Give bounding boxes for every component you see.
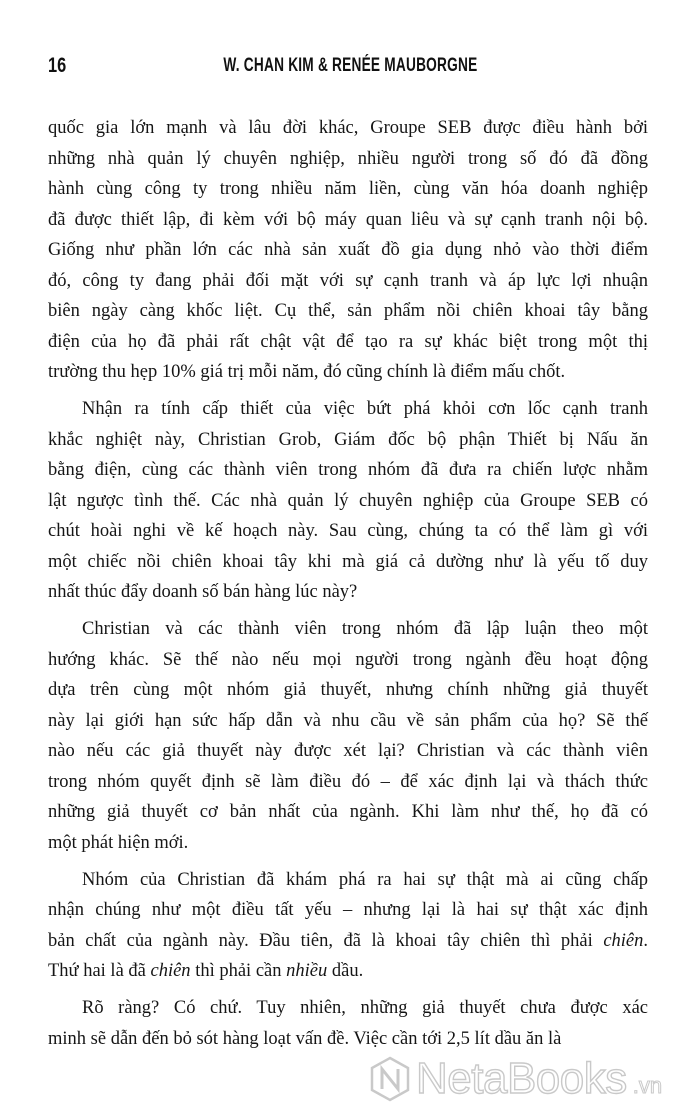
- line-text: những giả thuyết cơ bản nhất của ngành. Khi làm như thế, họ đã có: [48, 802, 648, 822]
- line-text: Nhận ra tính cấp thiết của việc bứt phá khỏi cơn lốc cạnh tranh: [82, 399, 648, 419]
- text-line: [48, 425, 648, 456]
- text-line: [48, 486, 648, 517]
- text-line: [48, 296, 648, 327]
- text-line: [48, 767, 648, 798]
- line-text: Christian và các thành viên trong nhóm đã lập luận theo một: [82, 619, 648, 639]
- running-head-text: W. CHAN KIM & RENÉE MAUBORGNE: [222, 55, 478, 76]
- body-text: [48, 113, 648, 1061]
- line-text: Thứ hai là đã: [48, 961, 151, 981]
- line-text: Nhóm của Christian đã khám phá ra hai sự thật mà ai cũng chấp: [82, 869, 648, 890]
- text-line: [48, 174, 648, 205]
- line-text: hành cùng công ty trong nhiều năm liền, cùng văn hóa doanh nghiệp: [48, 179, 648, 199]
- line-text: khắc nghiệt này, Christian Grob, Giám đốc bộ phận Thiết bị Nấu ăn: [48, 429, 648, 450]
- emphasis-text: chiên: [603, 930, 644, 951]
- running-head: [0, 55, 700, 77]
- line-text: những nhà quản lý chuyên nghiệp, nhiều người trong số đó đã đồng: [48, 148, 648, 169]
- text-line: [48, 675, 648, 706]
- line-text: nhận chúng như một điều tất yếu – nhưng lại là hai sự thật xác định: [48, 900, 648, 920]
- line-text: thì phải cần: [190, 961, 287, 981]
- watermark: [370, 1050, 662, 1108]
- line-text: dựa trên cùng một nhóm giả thuyết, nhưng chính những giả thuyết: [48, 680, 648, 700]
- text-line: [48, 645, 648, 676]
- paragraph: [48, 113, 648, 388]
- line-text: trường thu hẹp 10% giá trị mỗi năm, đó cũng chính là điểm mấu chốt.: [48, 362, 566, 382]
- line-text: nào nếu các giả thuyết này được xét lại? Christian và các thành viên: [48, 741, 648, 761]
- text-line: [48, 895, 648, 926]
- emphasis-text: nhiều: [286, 961, 328, 981]
- line-text: nhất thúc đẩy doanh số bán hàng lúc này?: [48, 582, 358, 602]
- line-text: bằng điện, cùng các thành viên trong nhóm đã đưa ra chiến lược nhằm: [48, 460, 648, 480]
- paragraph: [48, 865, 648, 987]
- line-text: đã được thiết lập, đi kèm với bộ máy quan liêu và sự cạnh tranh nội bộ.: [48, 209, 648, 230]
- line-text: Rõ ràng? Có chứ. Tuy nhiên, những giả thuyết chưa được xác: [82, 998, 648, 1018]
- line-text: dầu.: [327, 961, 364, 981]
- text-line: [48, 266, 648, 297]
- text-line: [48, 205, 648, 236]
- line-text: biên ngày càng khốc liệt. Cụ thể, sản phẩm nồi chiên khoai tây bằng: [48, 301, 648, 321]
- line-text: chút hoài nghi về kế hoạch này. Sau cùng, chúng ta có thể làm gì với: [48, 521, 648, 541]
- emphasis-text: chiên: [150, 961, 191, 981]
- page-number: 16: [48, 54, 67, 77]
- line-text: Giống như phần lớn các nhà sản xuất đồ gia dụng nhỏ vào thời điểm: [48, 240, 648, 260]
- line-text: .: [643, 930, 648, 951]
- text-line: [48, 455, 648, 486]
- text-line: [48, 614, 648, 645]
- text-line: [48, 993, 648, 1024]
- text-line: [48, 394, 648, 425]
- line-text: đó, công ty đang phải đối mặt với sự cạnh tranh và áp lực lợi nhuận: [48, 270, 648, 291]
- line-text: lật ngược tình thế. Các nhà quản lý chuyên nghiệp của Groupe SEB có: [48, 490, 648, 511]
- line-text: trong nhóm quyết định sẽ làm điều đó – để xác định lại và thách thức: [48, 771, 648, 792]
- text-line: [48, 357, 648, 388]
- text-line: [48, 547, 648, 578]
- watermark-suffix: .vn: [632, 1073, 663, 1098]
- line-text: điện của họ đã phải rất chật vật để tạo ra sự khác biệt trong một thị: [48, 331, 648, 352]
- paragraph: [48, 993, 648, 1054]
- text-line: [48, 577, 648, 608]
- line-text: quốc gia lớn mạnh và lâu đời khác, Groupe SEB được điều hành bởi: [48, 118, 648, 138]
- watermark-brand: NetaBooks: [416, 1054, 627, 1103]
- line-text: này lại giới hạn sức hấp dẫn và nhu cầu về sản phẩm của họ? Sẽ thế: [48, 710, 648, 731]
- text-line: [48, 828, 648, 859]
- text-line: [48, 113, 648, 144]
- text-line: [48, 144, 648, 175]
- line-text: minh sẽ dẫn đến bỏ sót hàng loạt vấn đề. Việc cần tới 2,5 lít dầu ăn là: [48, 1028, 562, 1049]
- paragraph: [48, 614, 648, 858]
- text-line: [48, 706, 648, 737]
- text-line: [48, 516, 648, 547]
- text-line: [48, 797, 648, 828]
- line-text: bản chất của ngành này. Đầu tiên, đã là khoai tây chiên thì phải: [48, 930, 604, 951]
- text-line: [48, 327, 648, 358]
- line-text: một phát hiện mới.: [48, 832, 189, 853]
- text-line: [48, 956, 648, 987]
- text-line: [48, 235, 648, 266]
- text-line: [48, 926, 648, 957]
- text-line: [48, 865, 648, 896]
- line-text: một chiếc nồi chiên khoai tây khi mà giá cả dường như là yếu tố duy: [48, 551, 648, 572]
- netabooks-logo-icon: [370, 1056, 410, 1102]
- line-text: hướng khác. Sẽ thế nào nếu mọi người trong ngành đều hoạt động: [48, 649, 648, 670]
- paragraph: [48, 394, 648, 608]
- text-line: [48, 736, 648, 767]
